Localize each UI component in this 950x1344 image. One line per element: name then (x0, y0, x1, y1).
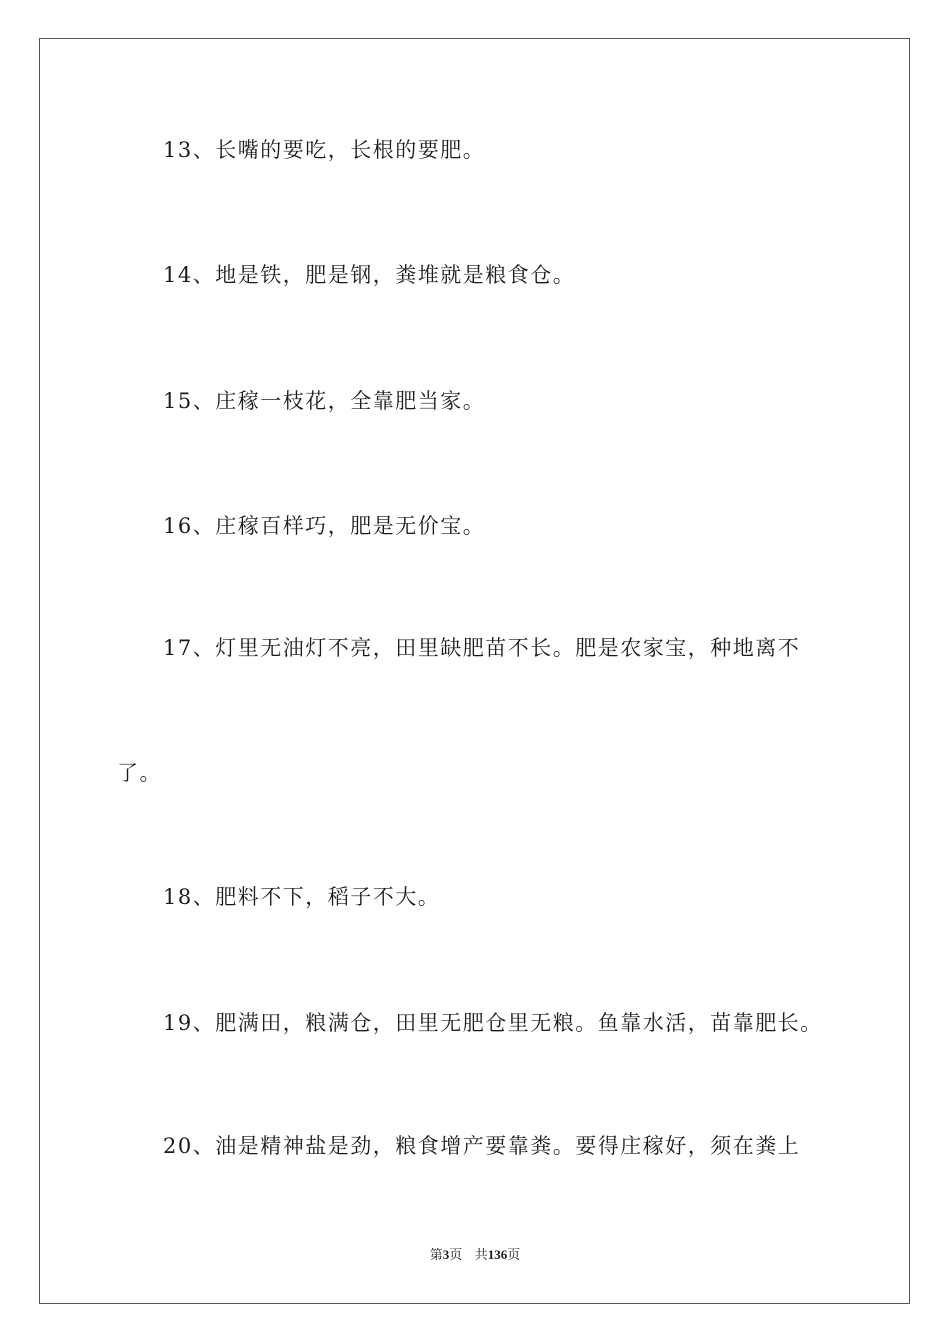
page-border (39, 38, 910, 1304)
page-footer (0, 1247, 950, 1264)
proverb-line-15: 15、庄稼一枝花，全靠肥当家。 (163, 389, 486, 413)
page-number: 3 (442, 1247, 450, 1262)
proverb-line-17-continued: 了。 (117, 761, 162, 785)
page-prefix: 第 (429, 1248, 443, 1263)
proverb-line-14: 14、地是铁，肥是钢，粪堆就是粮食仓。 (163, 263, 576, 287)
proverb-line-19: 19、肥满田，粮满仓，田里无肥仓里无粮。鱼靠水活，苗靠肥长。 (163, 1011, 823, 1035)
proverb-line-17: 17、灯里无油灯不亮，田里缺肥苗不长。肥是农家宝，种地离不 (163, 636, 801, 660)
total-pages: 136 (487, 1247, 508, 1262)
proverb-line-20: 20、油是精神盐是劲，粮食增产要靠粪。要得庄稼好，须在粪上 (163, 1134, 801, 1158)
total-suffix: 页 (507, 1248, 521, 1263)
page-suffix: 页 (449, 1248, 463, 1263)
proverb-line-13: 13、长嘴的要吃，长根的要肥。 (163, 138, 486, 162)
proverb-line-16: 16、庄稼百样巧，肥是无价宝。 (163, 514, 486, 538)
proverb-line-18: 18、肥料不下，稻子不大。 (163, 885, 441, 909)
total-prefix: 共 (474, 1248, 488, 1263)
